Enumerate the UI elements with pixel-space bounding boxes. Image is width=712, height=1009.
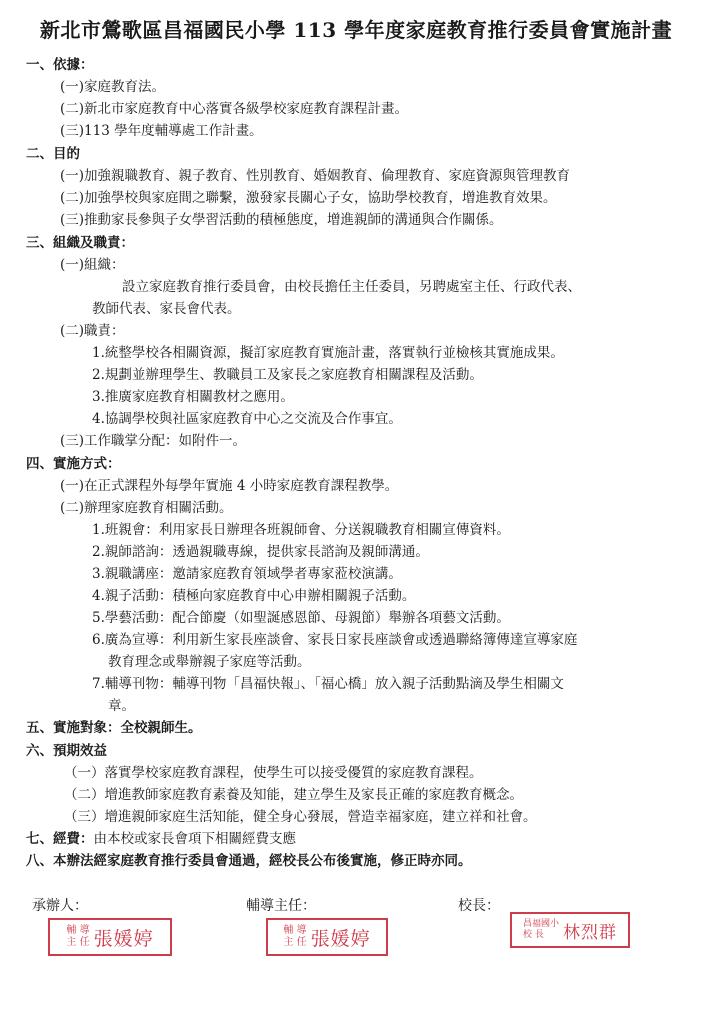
principal-stamp-name: 林烈群 — [563, 922, 617, 943]
section-4-act-5: 5.學藝活動：配合節慶（如聖誕感恩節、母親節）舉辦各項藝文活動。 — [92, 610, 510, 626]
section-7-heading: 七、經費： — [26, 831, 94, 847]
section-1-item-1: (一)家庭教育法。 — [60, 79, 166, 95]
section-4-act-3: 3.親職講座：邀請家庭教育領域學者專家蒞校演講。 — [92, 566, 402, 582]
section-3-org-label: (一)組織： — [60, 257, 125, 273]
section-2-item-3: (三)推動家長參與子女學習活動的積極態度，增進親師的溝通與合作關係。 — [60, 212, 503, 228]
section-4-act-7a: 7.輔導刊物：輔導刊物「昌福快報」、「福心橋」放入親子活動點滴及學生相關文 — [92, 676, 564, 692]
section-1-item-2: (二)新北市家庭教育中心落實各級學校家庭教育課程計畫。 — [60, 101, 409, 117]
section-4-act-6a: 6.廣為宣導：利用新生家長座談會、家長日家長座談會或透過聯絡簿傳達宣導家庭 — [92, 632, 578, 648]
section-5-text: 全校親師生。 — [120, 720, 202, 736]
section-6-item-3: （三）增進親師家庭生活知能，健全身心發展，營造幸福家庭，建立祥和社會。 — [64, 809, 537, 825]
section-4-act-6b: 教育理念或舉辦親子家庭等活動。 — [108, 654, 311, 670]
handler-label: 承辦人： — [32, 898, 88, 914]
section-4-act-7b: 章。 — [108, 698, 135, 714]
principal-stamp-title: 昌福國小 校 長 — [522, 919, 559, 940]
section-1-heading: 一、依據： — [26, 57, 94, 73]
section-6-heading: 六、預期效益 — [26, 743, 107, 759]
section-4-act-4: 4.親子活動：積極向家庭教育中心申辦相關親子活動。 — [92, 588, 416, 604]
section-4-item-1: (一)在正式課程外每學年實施 4 小時家庭教育課程教學。 — [60, 478, 399, 494]
section-3-duty-label: (二)職責： — [60, 323, 125, 339]
handler-stamp-title: 輔 導 主 任 — [66, 925, 90, 948]
director-stamp-title: 輔 導 主 任 — [283, 925, 307, 948]
section-3-org-text-2: 教師代表、家長會代表。 — [92, 301, 241, 317]
section-5 — [26, 718, 202, 738]
section-2-heading: 二、目的 — [26, 146, 80, 162]
section-3-duty-4: 4.協調學校與社區家庭教育中心之交流及合作事宜。 — [92, 411, 402, 427]
section-6-item-2: （二）增進教師家庭教育素養及知能，建立學生及家長正確的家庭教育概念。 — [64, 787, 523, 803]
document-title: 新北市鶯歌區昌福國民小學 113 學年度家庭教育推行委員會實施計畫 — [39, 18, 673, 42]
section-4-act-1: 1.班親會：利用家長日辦理各班親師會、分送親職教育相關宣傳資料。 — [92, 522, 510, 538]
section-6-item-1: （一）落實學校家庭教育課程，使學生可以接受優質的家庭教育課程。 — [64, 765, 483, 781]
handler-stamp — [48, 918, 172, 956]
director-label: 輔導主任： — [246, 898, 316, 914]
director-stamp-name: 張媛婷 — [310, 927, 371, 950]
principal-label: 校長： — [458, 898, 500, 914]
section-1-item-3: (三)113 學年度輔導處工作計畫。 — [60, 123, 263, 139]
section-3-duty-2: 2.規劃並辦理學生、教職員工及家長之家庭教育相關課程及活動。 — [92, 367, 483, 383]
section-7-text: 由本校或家長會項下相關經費支應 — [93, 831, 296, 847]
director-stamp — [266, 918, 388, 956]
section-5-heading: 五、實施對象： — [26, 720, 121, 736]
section-2-item-2: (二)加強學校與家庭間之聯繫，激發家長關心子女，協助學校教育，增進教育效果。 — [60, 190, 557, 206]
section-7 — [26, 829, 296, 849]
section-3-duty-1: 1.統整學校各相關資源，擬訂家庭教育實施計畫，落實執行並檢核其實施成果。 — [92, 345, 564, 361]
section-3-heading: 三、組織及職責： — [26, 235, 134, 251]
section-3-assign: (三)工作職掌分配：如附件一。 — [60, 433, 247, 449]
principal-stamp — [510, 912, 630, 948]
section-4-act-2: 2.親師諮詢：透過親職專線，提供家長諮詢及親師溝通。 — [92, 544, 429, 560]
section-8-heading: 八、本辦法經家庭教育推行委員會通過，經校長公布後實施，修正時亦同。 — [26, 853, 472, 869]
section-3-org-text-1: 設立家庭教育推行委員會，由校長擔任主任委員，另聘處室主任、行政代表、 — [122, 279, 581, 295]
handler-stamp-name: 張媛婷 — [93, 927, 154, 950]
section-2-item-1: (一)加強親職教育、親子教育、性別教育、婚姻教育、倫理教育、家庭資源與管理教育 — [60, 168, 571, 184]
section-4-item-2: (二)辦理家庭教育相關活動。 — [60, 500, 233, 516]
section-4-heading: 四、實施方式： — [26, 456, 121, 472]
section-3-duty-3: 3.推廣家庭教育相關教材之應用。 — [92, 389, 294, 405]
